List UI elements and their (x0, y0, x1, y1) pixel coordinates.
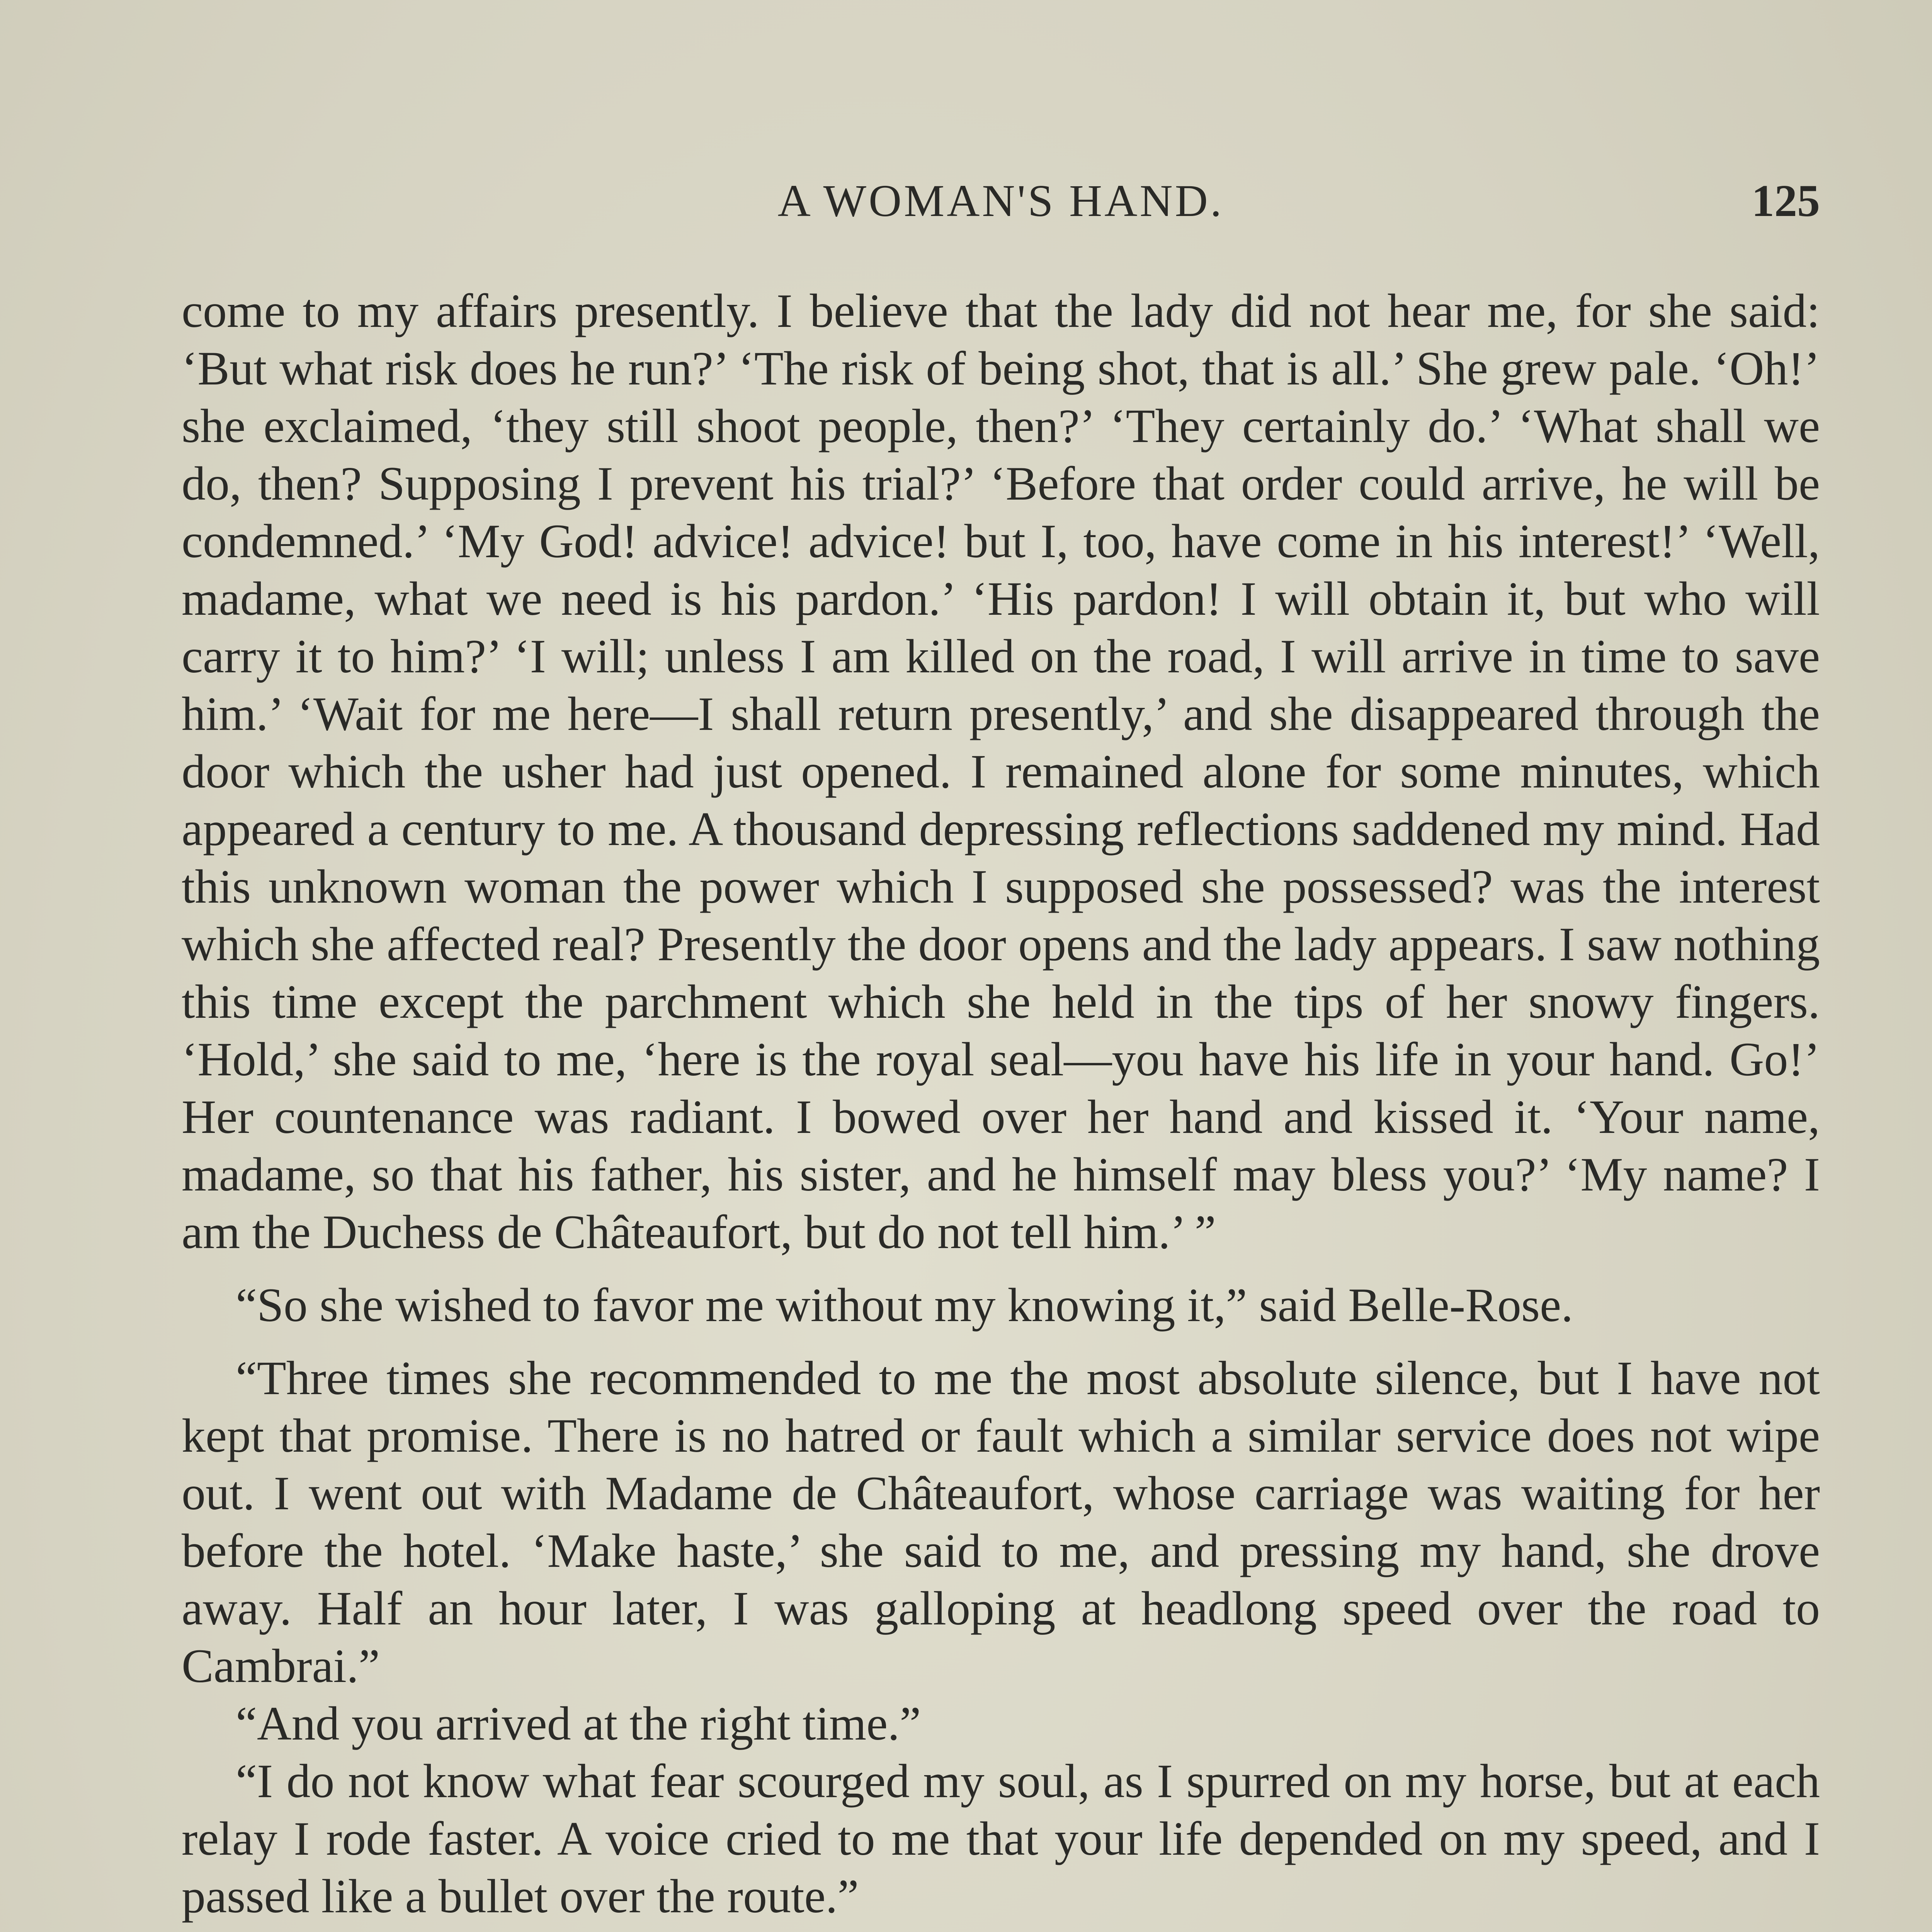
paragraph: “Three times she recommended to me the most absolute silence, but I have not kept that promise. There is no hatred or fault which a similar service does not wipe out. I went out with Madame de Châteaufort, whose carriage was waiting for her before the hotel. ‘Make haste,’ she said to me, and pressing my hand, she drove away. Half an hour later, I was galloping at headlong speed over the road to Cambrai.” (182, 1352, 1820, 1692)
paragraph: come to my affairs presently. I believe that the lady did not hear me, for she said: ‘But what risk does he run?’ ‘The risk of being shot, that is all.’ She grew pale. ‘Oh!’ she exclaimed, ‘they still shoot people, then?’ ‘They certainly do.’ ‘What shall we do, then? Supposing I prevent his trial?’ ‘Before that order could arrive, he will be condemned.’ ‘My God! advice! advice! but I, too, have come in his interest!’ ‘Well, madame, what we need is his pardon.’ ‘His pardon! I will obtain it, but who will carry it to him?’ ‘I will; unless I am killed on the road, I will arrive in time to save him.’ ‘Wait for me here—I shall return presently,’ and she disappeared through the door which the usher had just opened. I remained alone for some minutes, which appeared a century to me. A thousand depressing reflections saddened my mind. Had this unknown woman the power which I supposed she possessed? was the interest which she affected real? Presently the door opens and the lady appears. I saw nothing this time except the parchment which she held in the tips of her snowy fingers. ‘Hold,’ she said to me, ‘here is the royal seal—you have his life in your hand. Go!’ Her countenance was radiant. I bowed over her hand and kissed it. ‘Your name, madame, so that his father, his sister, and he himself may bless you?’ ‘My name? I am the Duchess de Châteaufort, but do not tell him.’ ” (182, 284, 1820, 1259)
page-header (182, 170, 1820, 232)
running-head: A WOMAN'S HAND. (777, 175, 1224, 226)
page-number: 125 (1752, 175, 1820, 226)
paragraph: “I do not know what fear scourged my soul, as I spurred on my horse, but at each relay I rode faster. A voice cried to me that your life depended on my speed, and I passed like a bullet over the route.” (182, 1755, 1820, 1923)
paragraph: “And you arrived at the right time.” (236, 1697, 921, 1750)
paragraph: “So she wished to favor me without my knowing it,” said Belle-Rose. (236, 1279, 1573, 1332)
body-text (182, 282, 1820, 1932)
